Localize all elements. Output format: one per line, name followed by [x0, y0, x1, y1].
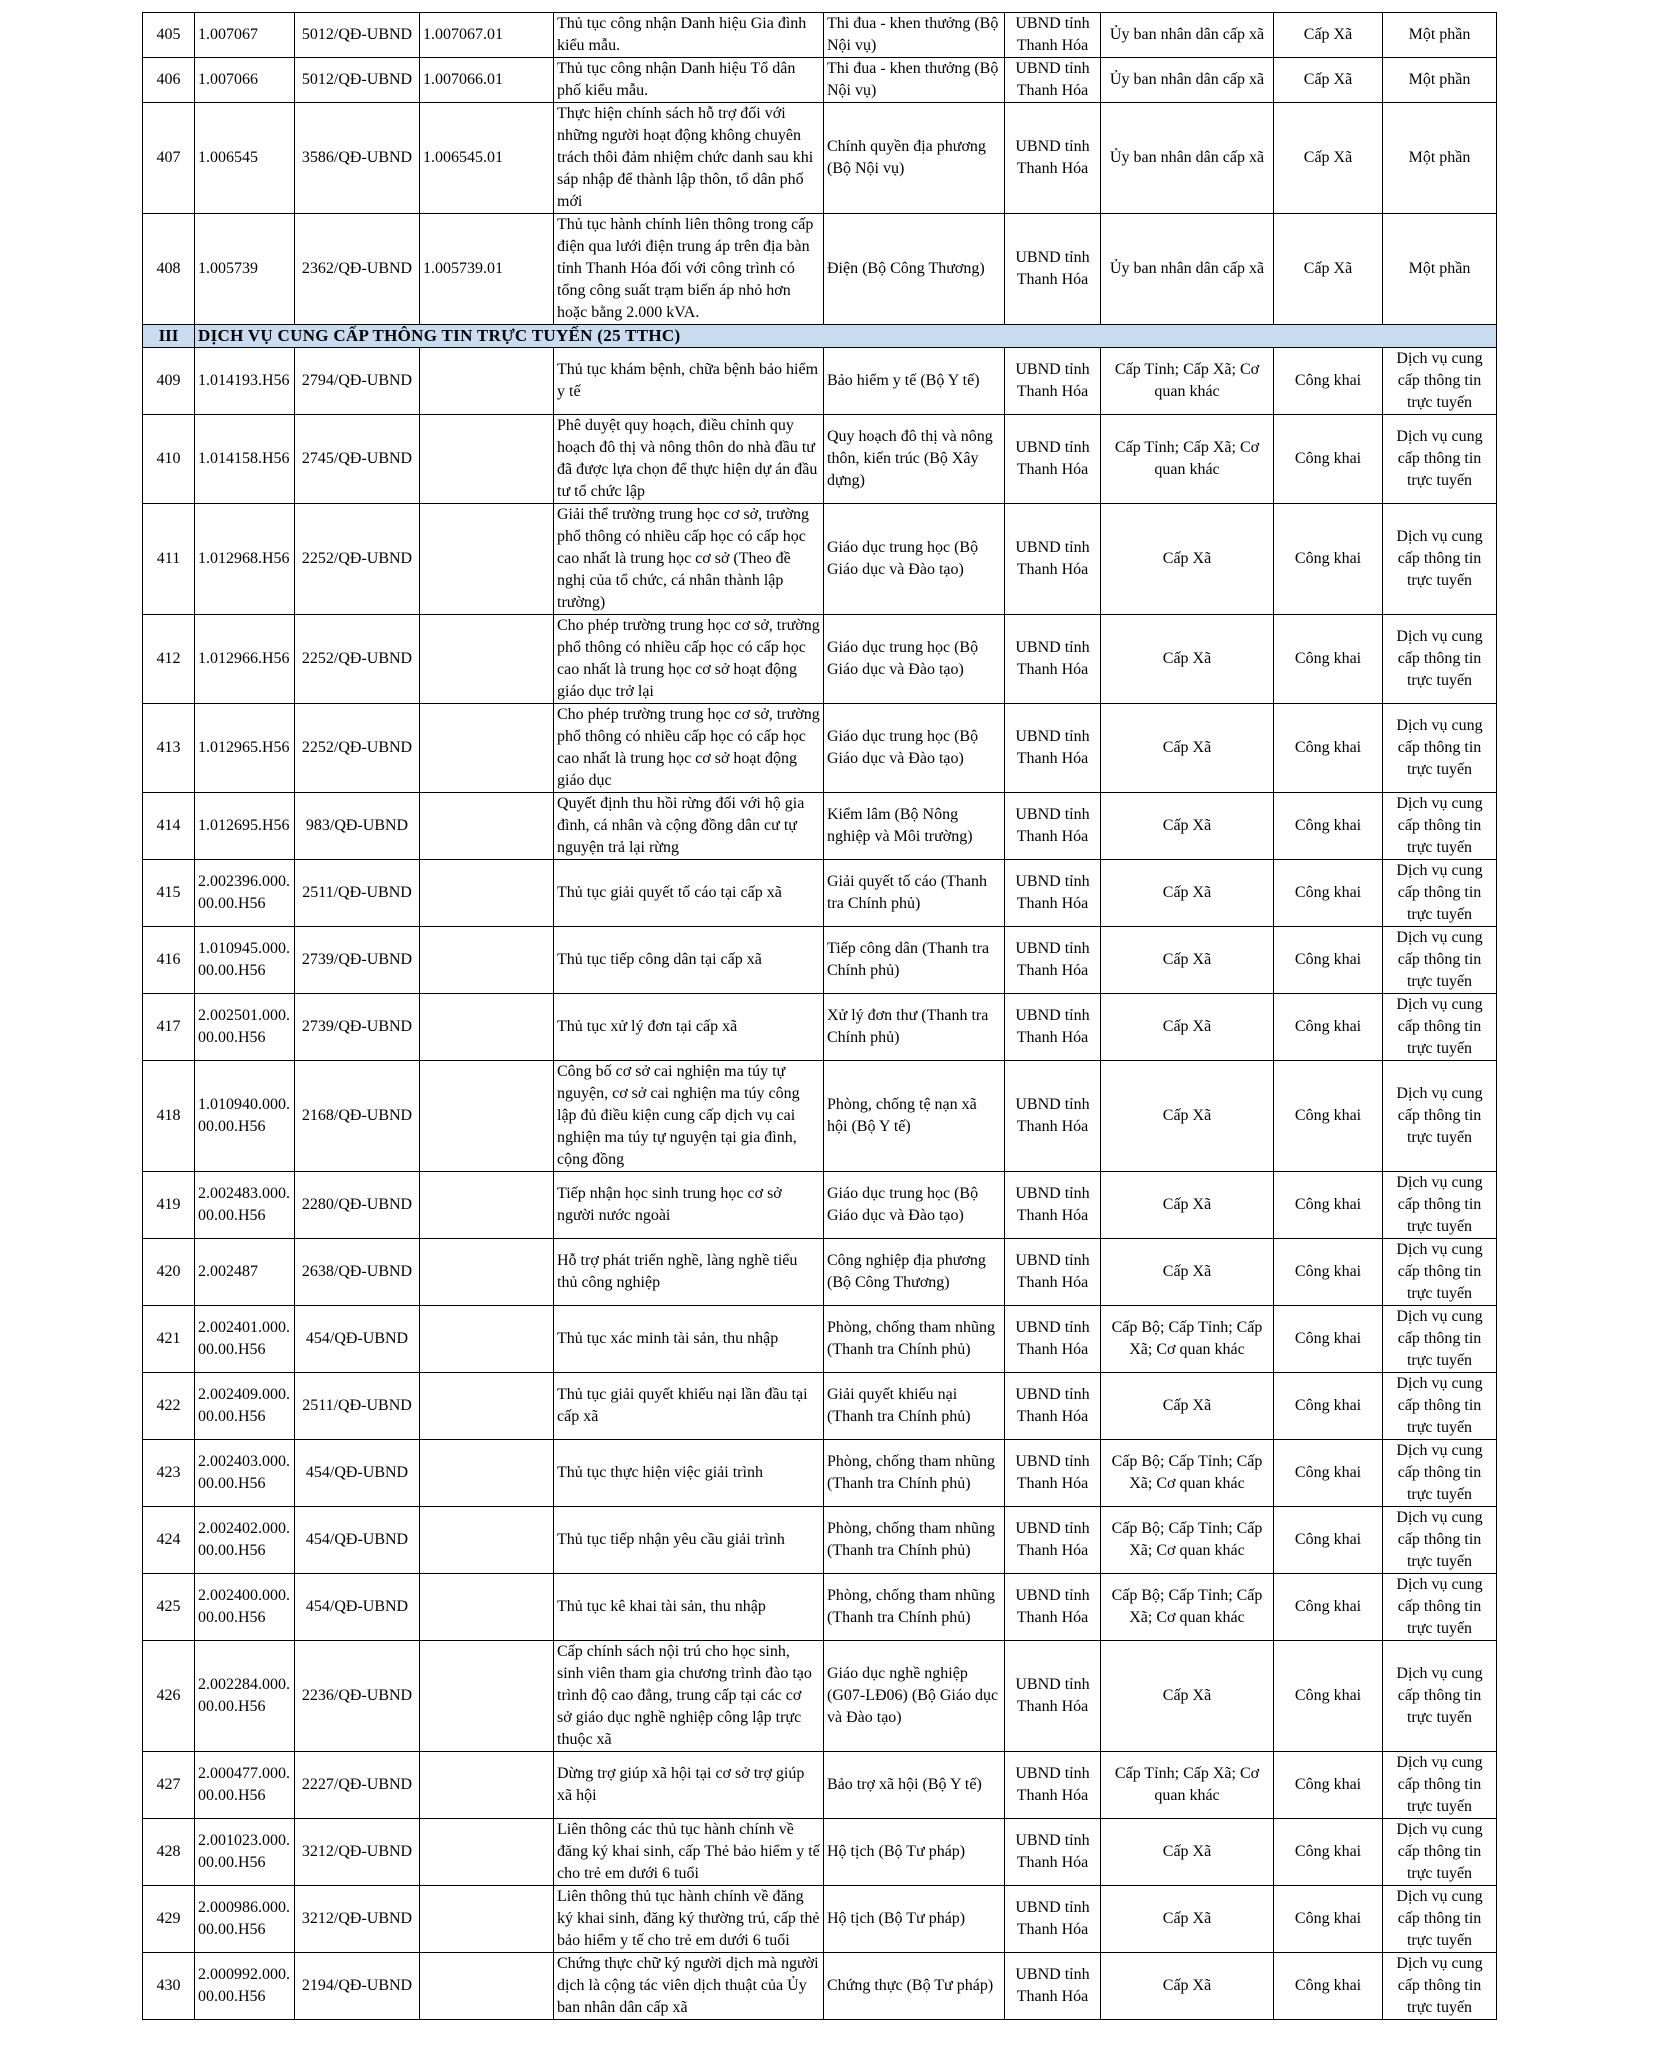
- cell-stt: 419: [143, 1172, 195, 1239]
- cell-procedure-name: Cấp chính sách nội trú cho học sinh, sinh viên tham gia chương trình đào tạo trình độ cao đẳng, trung cấp tại các cơ sở giáo dục nghề nghiệp công lập trực thuộc xã: [554, 1641, 824, 1752]
- section-header-row: [143, 325, 1497, 348]
- cell-internal-code: [420, 1953, 554, 2020]
- cell-level: Cấp Bộ; Cấp Tỉnh; Cấp Xã; Cơ quan khác: [1101, 1507, 1274, 1574]
- cell-service-level: Dịch vụ cung cấp thông tin trực tuyến: [1383, 1752, 1497, 1819]
- cell-implementation: Công khai: [1274, 1061, 1383, 1172]
- cell-field: Giáo dục trung học (Bộ Giáo dục và Đào tạo): [824, 615, 1005, 704]
- cell-internal-code: [420, 1819, 554, 1886]
- cell-implementation: Công khai: [1274, 504, 1383, 615]
- cell-service-level: Dịch vụ cung cấp thông tin trực tuyến: [1383, 504, 1497, 615]
- cell-internal-code: [420, 927, 554, 994]
- cell-authority: UBND tỉnh Thanh Hóa: [1005, 1752, 1101, 1819]
- cell-stt: 417: [143, 994, 195, 1061]
- cell-decision-number: 3212/QĐ-UBND: [295, 1886, 420, 1953]
- cell-authority: UBND tỉnh Thanh Hóa: [1005, 994, 1101, 1061]
- cell-field: Chính quyền địa phương (Bộ Nội vụ): [824, 103, 1005, 214]
- cell-procedure-code: 2.002396.000.00.00.H56: [195, 860, 295, 927]
- cell-decision-number: 2236/QĐ-UBND: [295, 1641, 420, 1752]
- cell-procedure-name: Thủ tục khám bệnh, chữa bệnh bảo hiểm y tế: [554, 348, 824, 415]
- cell-service-level: Một phần: [1383, 214, 1497, 325]
- cell-authority: UBND tỉnh Thanh Hóa: [1005, 504, 1101, 615]
- cell-authority: UBND tỉnh Thanh Hóa: [1005, 1373, 1101, 1440]
- cell-authority: UBND tỉnh Thanh Hóa: [1005, 13, 1101, 58]
- cell-stt: 422: [143, 1373, 195, 1440]
- cell-procedure-code: 2.002483.000.00.00.H56: [195, 1172, 295, 1239]
- cell-implementation: Công khai: [1274, 1239, 1383, 1306]
- cell-internal-code: 1.007066.01: [420, 58, 554, 103]
- cell-procedure-name: Thủ tục tiếp công dân tại cấp xã: [554, 927, 824, 994]
- cell-decision-number: 2362/QĐ-UBND: [295, 214, 420, 325]
- cell-field: Phòng, chống tệ nạn xã hội (Bộ Y tế): [824, 1061, 1005, 1172]
- cell-implementation: Công khai: [1274, 704, 1383, 793]
- cell-implementation: Công khai: [1274, 1440, 1383, 1507]
- cell-stt: 418: [143, 1061, 195, 1172]
- cell-procedure-name: Thủ tục công nhận Danh hiệu Gia đình kiểu mẫu.: [554, 13, 824, 58]
- cell-authority: UBND tỉnh Thanh Hóa: [1005, 927, 1101, 994]
- cell-stt: 411: [143, 504, 195, 615]
- cell-procedure-code: 2.002409.000.00.00.H56: [195, 1373, 295, 1440]
- cell-decision-number: 3586/QĐ-UBND: [295, 103, 420, 214]
- cell-level: Cấp Xã: [1101, 1953, 1274, 2020]
- table-row: [143, 927, 1497, 994]
- cell-field: Giáo dục trung học (Bộ Giáo dục và Đào tạo): [824, 704, 1005, 793]
- cell-authority: UBND tỉnh Thanh Hóa: [1005, 348, 1101, 415]
- cell-implementation: Công khai: [1274, 1641, 1383, 1752]
- cell-field: Thi đua - khen thưởng (Bộ Nội vụ): [824, 13, 1005, 58]
- cell-procedure-code: 1.010940.000.00.00.H56: [195, 1061, 295, 1172]
- cell-decision-number: 454/QĐ-UBND: [295, 1306, 420, 1373]
- cell-internal-code: [420, 1373, 554, 1440]
- cell-procedure-code: 1.006545: [195, 103, 295, 214]
- cell-stt: 426: [143, 1641, 195, 1752]
- cell-authority: UBND tỉnh Thanh Hóa: [1005, 1953, 1101, 2020]
- cell-procedure-code: 2.002284.000.00.00.H56: [195, 1641, 295, 1752]
- cell-stt: 414: [143, 793, 195, 860]
- cell-implementation: Cấp Xã: [1274, 13, 1383, 58]
- cell-level: Cấp Xã: [1101, 927, 1274, 994]
- cell-level: Cấp Xã: [1101, 793, 1274, 860]
- cell-procedure-name: Thủ tục giải quyết tố cáo tại cấp xã: [554, 860, 824, 927]
- cell-service-level: Dịch vụ cung cấp thông tin trực tuyến: [1383, 1373, 1497, 1440]
- cell-stt: 421: [143, 1306, 195, 1373]
- cell-procedure-name: Thủ tục tiếp nhận yêu cầu giải trình: [554, 1507, 824, 1574]
- table-row: [143, 1440, 1497, 1507]
- cell-procedure-name: Quyết định thu hồi rừng đối với hộ gia đình, cá nhân và cộng đồng dân cư tự nguyện trả lại rừng: [554, 793, 824, 860]
- table-row: [143, 1574, 1497, 1641]
- cell-field: Công nghiệp địa phương (Bộ Công Thương): [824, 1239, 1005, 1306]
- cell-authority: UBND tỉnh Thanh Hóa: [1005, 704, 1101, 793]
- table-row: [143, 13, 1497, 58]
- table-row: [143, 1239, 1497, 1306]
- cell-internal-code: [420, 1306, 554, 1373]
- cell-implementation: Công khai: [1274, 1507, 1383, 1574]
- cell-procedure-name: Hỗ trợ phát triển nghề, làng nghề tiểu thủ công nghiệp: [554, 1239, 824, 1306]
- cell-level: Cấp Xã: [1101, 1061, 1274, 1172]
- cell-level: Cấp Bộ; Cấp Tỉnh; Cấp Xã; Cơ quan khác: [1101, 1574, 1274, 1641]
- cell-authority: UBND tỉnh Thanh Hóa: [1005, 1061, 1101, 1172]
- cell-decision-number: 2511/QĐ-UBND: [295, 860, 420, 927]
- cell-service-level: Dịch vụ cung cấp thông tin trực tuyến: [1383, 1953, 1497, 2020]
- cell-internal-code: [420, 504, 554, 615]
- cell-service-level: Dịch vụ cung cấp thông tin trực tuyến: [1383, 1641, 1497, 1752]
- table-row: [143, 214, 1497, 325]
- cell-field: Điện (Bộ Công Thương): [824, 214, 1005, 325]
- cell-procedure-code: 1.012966.H56: [195, 615, 295, 704]
- table-row: [143, 1953, 1497, 2020]
- cell-internal-code: [420, 615, 554, 704]
- cell-implementation: Công khai: [1274, 1886, 1383, 1953]
- cell-field: Giải quyết khiếu nại (Thanh tra Chính phủ): [824, 1373, 1005, 1440]
- cell-field: Phòng, chống tham nhũng (Thanh tra Chính phủ): [824, 1574, 1005, 1641]
- cell-stt: 415: [143, 860, 195, 927]
- cell-level: Cấp Bộ; Cấp Tỉnh; Cấp Xã; Cơ quan khác: [1101, 1440, 1274, 1507]
- cell-procedure-name: Tiếp nhận học sinh trung học cơ sở người nước ngoài: [554, 1172, 824, 1239]
- cell-procedure-name: Cho phép trường trung học cơ sở, trường phổ thông có nhiều cấp học có cấp học cao nhất là trung học cơ sở hoạt động giáo dục: [554, 704, 824, 793]
- cell-field: Phòng, chống tham nhũng (Thanh tra Chính phủ): [824, 1306, 1005, 1373]
- cell-service-level: Dịch vụ cung cấp thông tin trực tuyến: [1383, 994, 1497, 1061]
- cell-stt: 413: [143, 704, 195, 793]
- table-row: [143, 1641, 1497, 1752]
- cell-authority: UBND tỉnh Thanh Hóa: [1005, 1574, 1101, 1641]
- cell-implementation: Công khai: [1274, 615, 1383, 704]
- cell-service-level: Một phần: [1383, 58, 1497, 103]
- cell-decision-number: 2739/QĐ-UBND: [295, 927, 420, 994]
- cell-internal-code: 1.006545.01: [420, 103, 554, 214]
- table-row: [143, 103, 1497, 214]
- cell-stt: 412: [143, 615, 195, 704]
- cell-field: Hộ tịch (Bộ Tư pháp): [824, 1819, 1005, 1886]
- cell-service-level: Dịch vụ cung cấp thông tin trực tuyến: [1383, 1306, 1497, 1373]
- cell-procedure-name: Thủ tục xử lý đơn tại cấp xã: [554, 994, 824, 1061]
- cell-field: Giải quyết tố cáo (Thanh tra Chính phủ): [824, 860, 1005, 927]
- table-row: [143, 58, 1497, 103]
- cell-procedure-code: 2.002401.000.00.00.H56: [195, 1306, 295, 1373]
- cell-service-level: Một phần: [1383, 103, 1497, 214]
- cell-service-level: Dịch vụ cung cấp thông tin trực tuyến: [1383, 1440, 1497, 1507]
- cell-level: Cấp Tỉnh; Cấp Xã; Cơ quan khác: [1101, 348, 1274, 415]
- cell-stt: 423: [143, 1440, 195, 1507]
- cell-service-level: Dịch vụ cung cấp thông tin trực tuyến: [1383, 1819, 1497, 1886]
- table-row: [143, 704, 1497, 793]
- cell-field: Quy hoạch đô thị và nông thôn, kiến trúc (Bộ Xây dựng): [824, 415, 1005, 504]
- cell-field: Bảo hiểm y tế (Bộ Y tế): [824, 348, 1005, 415]
- cell-procedure-code: 2.000477.000.00.00.H56: [195, 1752, 295, 1819]
- cell-decision-number: 454/QĐ-UBND: [295, 1440, 420, 1507]
- cell-stt: 420: [143, 1239, 195, 1306]
- cell-procedure-code: 2.002403.000.00.00.H56: [195, 1440, 295, 1507]
- cell-level: Cấp Tỉnh; Cấp Xã; Cơ quan khác: [1101, 1752, 1274, 1819]
- table-row: [143, 504, 1497, 615]
- cell-internal-code: [420, 704, 554, 793]
- cell-procedure-code: 1.014193.H56: [195, 348, 295, 415]
- cell-procedure-code: 2.002501.000.00.00.H56: [195, 994, 295, 1061]
- cell-procedure-name: Phê duyệt quy hoạch, điều chỉnh quy hoạch đô thị và nông thôn do nhà đầu tư đã được lựa chọn để thực hiện dự án đầu tư tổ chức lập: [554, 415, 824, 504]
- cell-decision-number: 5012/QĐ-UBND: [295, 58, 420, 103]
- cell-procedure-code: 1.014158.H56: [195, 415, 295, 504]
- procedures-table: [142, 12, 1497, 2020]
- cell-field: Giáo dục trung học (Bộ Giáo dục và Đào tạo): [824, 1172, 1005, 1239]
- cell-stt: 410: [143, 415, 195, 504]
- cell-level: Ủy ban nhân dân cấp xã: [1101, 103, 1274, 214]
- cell-procedure-name: Thủ tục thực hiện việc giải trình: [554, 1440, 824, 1507]
- cell-implementation: Công khai: [1274, 1574, 1383, 1641]
- cell-stt: 429: [143, 1886, 195, 1953]
- table-row: [143, 860, 1497, 927]
- cell-level: Cấp Xã: [1101, 504, 1274, 615]
- cell-procedure-code: 1.005739: [195, 214, 295, 325]
- cell-procedure-code: 1.010945.000.00.00.H56: [195, 927, 295, 994]
- cell-procedure-code: 1.012968.H56: [195, 504, 295, 615]
- cell-procedure-name: Liên thông thủ tục hành chính về đăng ký khai sinh, đăng ký thường trú, cấp thẻ bảo hiểm y tế cho trẻ em dưới 6 tuổi: [554, 1886, 824, 1953]
- cell-authority: UBND tỉnh Thanh Hóa: [1005, 793, 1101, 860]
- cell-authority: UBND tỉnh Thanh Hóa: [1005, 1641, 1101, 1752]
- cell-stt: 430: [143, 1953, 195, 2020]
- cell-stt: 428: [143, 1819, 195, 1886]
- cell-procedure-code: 2.002402.000.00.00.H56: [195, 1507, 295, 1574]
- cell-decision-number: 454/QĐ-UBND: [295, 1507, 420, 1574]
- cell-field: Giáo dục trung học (Bộ Giáo dục và Đào tạo): [824, 504, 1005, 615]
- cell-internal-code: [420, 1507, 554, 1574]
- cell-level: Cấp Tỉnh; Cấp Xã; Cơ quan khác: [1101, 415, 1274, 504]
- cell-authority: UBND tỉnh Thanh Hóa: [1005, 615, 1101, 704]
- cell-internal-code: [420, 1172, 554, 1239]
- cell-level: Cấp Xã: [1101, 704, 1274, 793]
- table-row: [143, 1172, 1497, 1239]
- cell-procedure-name: Liên thông các thủ tục hành chính về đăng ký khai sinh, cấp Thẻ bảo hiểm y tế cho trẻ em dưới 6 tuổi: [554, 1819, 824, 1886]
- cell-procedure-code: 1.012695.H56: [195, 793, 295, 860]
- cell-implementation: Công khai: [1274, 415, 1383, 504]
- table-row: [143, 1373, 1497, 1440]
- cell-stt: 408: [143, 214, 195, 325]
- cell-level: Ủy ban nhân dân cấp xã: [1101, 13, 1274, 58]
- cell-field: Giáo dục nghề nghiệp (G07-LĐ06) (Bộ Giáo dục và Đào tạo): [824, 1641, 1005, 1752]
- cell-decision-number: 2252/QĐ-UBND: [295, 504, 420, 615]
- cell-internal-code: 1.005739.01: [420, 214, 554, 325]
- cell-service-level: Dịch vụ cung cấp thông tin trực tuyến: [1383, 348, 1497, 415]
- cell-service-level: Dịch vụ cung cấp thông tin trực tuyến: [1383, 704, 1497, 793]
- cell-service-level: Dịch vụ cung cấp thông tin trực tuyến: [1383, 1172, 1497, 1239]
- cell-field: Phòng, chống tham nhũng (Thanh tra Chính phủ): [824, 1507, 1005, 1574]
- cell-implementation: Công khai: [1274, 348, 1383, 415]
- table-row: [143, 994, 1497, 1061]
- table-row: [143, 1886, 1497, 1953]
- cell-service-level: Dịch vụ cung cấp thông tin trực tuyến: [1383, 1239, 1497, 1306]
- cell-level: Cấp Xã: [1101, 1373, 1274, 1440]
- cell-authority: UBND tỉnh Thanh Hóa: [1005, 103, 1101, 214]
- cell-level: Cấp Xã: [1101, 1641, 1274, 1752]
- table-row: [143, 793, 1497, 860]
- cell-internal-code: [420, 1886, 554, 1953]
- cell-procedure-code: 1.007067: [195, 13, 295, 58]
- cell-implementation: Công khai: [1274, 1172, 1383, 1239]
- section-title: DỊCH VỤ CUNG CẤP THÔNG TIN TRỰC TUYẾN (25 TTHC): [195, 325, 1497, 348]
- cell-authority: UBND tỉnh Thanh Hóa: [1005, 58, 1101, 103]
- cell-level: Cấp Xã: [1101, 994, 1274, 1061]
- cell-implementation: Công khai: [1274, 1373, 1383, 1440]
- cell-field: Thi đua - khen thưởng (Bộ Nội vụ): [824, 58, 1005, 103]
- cell-internal-code: [420, 1061, 554, 1172]
- cell-field: Bảo trợ xã hội (Bộ Y tế): [824, 1752, 1005, 1819]
- cell-decision-number: 2252/QĐ-UBND: [295, 615, 420, 704]
- cell-procedure-name: Giải thể trường trung học cơ sở, trường phổ thông có nhiều cấp học có cấp học cao nhất là trung học cơ sở (Theo đề nghị của tổ chức, cá nhân thành lập trường): [554, 504, 824, 615]
- cell-implementation: Công khai: [1274, 1953, 1383, 2020]
- cell-decision-number: 2511/QĐ-UBND: [295, 1373, 420, 1440]
- cell-implementation: Công khai: [1274, 793, 1383, 860]
- cell-level: Cấp Bộ; Cấp Tỉnh; Cấp Xã; Cơ quan khác: [1101, 1306, 1274, 1373]
- cell-internal-code: 1.007067.01: [420, 13, 554, 58]
- cell-authority: UBND tỉnh Thanh Hóa: [1005, 1440, 1101, 1507]
- cell-procedure-code: 1.012965.H56: [195, 704, 295, 793]
- cell-procedure-code: 2.000986.000.00.00.H56: [195, 1886, 295, 1953]
- cell-service-level: Dịch vụ cung cấp thông tin trực tuyến: [1383, 1574, 1497, 1641]
- cell-service-level: Một phần: [1383, 13, 1497, 58]
- cell-internal-code: [420, 793, 554, 860]
- cell-internal-code: [420, 1440, 554, 1507]
- cell-decision-number: 2280/QĐ-UBND: [295, 1172, 420, 1239]
- cell-stt: 424: [143, 1507, 195, 1574]
- cell-authority: UBND tỉnh Thanh Hóa: [1005, 860, 1101, 927]
- cell-field: Xử lý đơn thư (Thanh tra Chính phủ): [824, 994, 1005, 1061]
- cell-field: Kiểm lâm (Bộ Nông nghiệp và Môi trường): [824, 793, 1005, 860]
- cell-implementation: Cấp Xã: [1274, 214, 1383, 325]
- cell-procedure-name: Cho phép trường trung học cơ sở, trường phổ thông có nhiều cấp học có cấp học cao nhất là trung học cơ sở hoạt động giáo dục trở lại: [554, 615, 824, 704]
- cell-level: Cấp Xã: [1101, 1819, 1274, 1886]
- cell-internal-code: [420, 1641, 554, 1752]
- cell-procedure-name: Chứng thực chữ ký người dịch mà người dịch là cộng tác viên dịch thuật của Ủy ban nhân dân cấp xã: [554, 1953, 824, 2020]
- cell-decision-number: 2638/QĐ-UBND: [295, 1239, 420, 1306]
- table-body-section-iii: [143, 348, 1497, 2020]
- cell-service-level: Dịch vụ cung cấp thông tin trực tuyến: [1383, 615, 1497, 704]
- cell-implementation: Công khai: [1274, 927, 1383, 994]
- cell-procedure-code: 2.001023.000.00.00.H56: [195, 1819, 295, 1886]
- cell-procedure-name: Dừng trợ giúp xã hội tại cơ sở trợ giúp xã hội: [554, 1752, 824, 1819]
- cell-service-level: Dịch vụ cung cấp thông tin trực tuyến: [1383, 415, 1497, 504]
- cell-decision-number: 2194/QĐ-UBND: [295, 1953, 420, 2020]
- table-row: [143, 615, 1497, 704]
- cell-authority: UBND tỉnh Thanh Hóa: [1005, 1306, 1101, 1373]
- cell-internal-code: [420, 1239, 554, 1306]
- cell-authority: UBND tỉnh Thanh Hóa: [1005, 1172, 1101, 1239]
- table-row: [143, 415, 1497, 504]
- cell-stt: 427: [143, 1752, 195, 1819]
- cell-procedure-code: 2.002400.000.00.00.H56: [195, 1574, 295, 1641]
- cell-stt: 425: [143, 1574, 195, 1641]
- cell-stt: 416: [143, 927, 195, 994]
- cell-decision-number: 2739/QĐ-UBND: [295, 994, 420, 1061]
- section-roman: III: [143, 325, 195, 348]
- cell-authority: UBND tỉnh Thanh Hóa: [1005, 1886, 1101, 1953]
- cell-internal-code: [420, 860, 554, 927]
- cell-implementation: Công khai: [1274, 1306, 1383, 1373]
- cell-service-level: Dịch vụ cung cấp thông tin trực tuyến: [1383, 927, 1497, 994]
- cell-internal-code: [420, 1752, 554, 1819]
- table-row: [143, 1752, 1497, 1819]
- cell-service-level: Dịch vụ cung cấp thông tin trực tuyến: [1383, 1061, 1497, 1172]
- cell-level: Cấp Xã: [1101, 860, 1274, 927]
- cell-implementation: Cấp Xã: [1274, 58, 1383, 103]
- cell-procedure-code: 1.007066: [195, 58, 295, 103]
- cell-decision-number: 2252/QĐ-UBND: [295, 704, 420, 793]
- cell-service-level: Dịch vụ cung cấp thông tin trực tuyến: [1383, 1507, 1497, 1574]
- cell-decision-number: 2745/QĐ-UBND: [295, 415, 420, 504]
- cell-level: Cấp Xã: [1101, 1886, 1274, 1953]
- cell-internal-code: [420, 1574, 554, 1641]
- cell-decision-number: 2168/QĐ-UBND: [295, 1061, 420, 1172]
- cell-decision-number: 3212/QĐ-UBND: [295, 1819, 420, 1886]
- cell-decision-number: 454/QĐ-UBND: [295, 1574, 420, 1641]
- cell-implementation: Công khai: [1274, 1819, 1383, 1886]
- table-row: [143, 1507, 1497, 1574]
- table-row: [143, 1819, 1497, 1886]
- cell-implementation: Công khai: [1274, 860, 1383, 927]
- cell-level: Ủy ban nhân dân cấp xã: [1101, 214, 1274, 325]
- cell-procedure-name: Thực hiện chính sách hỗ trợ đối với những người hoạt động không chuyên trách thôi đảm nhiệm chức danh sau khi sáp nhập để thành lập thôn, tổ dân phố mới: [554, 103, 824, 214]
- table-body-section-ii: [143, 13, 1497, 325]
- table-row: [143, 1306, 1497, 1373]
- cell-procedure-name: Thủ tục công nhận Danh hiệu Tổ dân phố kiểu mẫu.: [554, 58, 824, 103]
- cell-stt: 406: [143, 58, 195, 103]
- cell-procedure-name: Thủ tục xác minh tài sản, thu nhập: [554, 1306, 824, 1373]
- cell-service-level: Dịch vụ cung cấp thông tin trực tuyến: [1383, 1886, 1497, 1953]
- cell-field: Hộ tịch (Bộ Tư pháp): [824, 1886, 1005, 1953]
- cell-stt: 409: [143, 348, 195, 415]
- cell-procedure-name: Công bố cơ sở cai nghiện ma túy tự nguyện, cơ sở cai nghiện ma túy công lập đủ điều kiện cung cấp dịch vụ cai nghiện ma túy tự nguyện tại gia đình, cộng đồng: [554, 1061, 824, 1172]
- cell-service-level: Dịch vụ cung cấp thông tin trực tuyến: [1383, 793, 1497, 860]
- cell-field: Tiếp công dân (Thanh tra Chính phủ): [824, 927, 1005, 994]
- cell-internal-code: [420, 348, 554, 415]
- cell-implementation: Công khai: [1274, 994, 1383, 1061]
- cell-authority: UBND tỉnh Thanh Hóa: [1005, 214, 1101, 325]
- cell-authority: UBND tỉnh Thanh Hóa: [1005, 1239, 1101, 1306]
- table-row: [143, 1061, 1497, 1172]
- cell-implementation: Công khai: [1274, 1752, 1383, 1819]
- cell-authority: UBND tỉnh Thanh Hóa: [1005, 1819, 1101, 1886]
- table-row: [143, 348, 1497, 415]
- cell-decision-number: 2227/QĐ-UBND: [295, 1752, 420, 1819]
- cell-stt: 407: [143, 103, 195, 214]
- cell-authority: UBND tỉnh Thanh Hóa: [1005, 415, 1101, 504]
- cell-level: Cấp Xã: [1101, 615, 1274, 704]
- cell-level: Cấp Xã: [1101, 1172, 1274, 1239]
- cell-authority: UBND tỉnh Thanh Hóa: [1005, 1507, 1101, 1574]
- cell-internal-code: [420, 994, 554, 1061]
- cell-implementation: Cấp Xã: [1274, 103, 1383, 214]
- cell-field: Chứng thực (Bộ Tư pháp): [824, 1953, 1005, 2020]
- table-body-section-header: [143, 325, 1497, 348]
- cell-decision-number: 5012/QĐ-UBND: [295, 13, 420, 58]
- cell-internal-code: [420, 415, 554, 504]
- cell-decision-number: 983/QĐ-UBND: [295, 793, 420, 860]
- cell-level: Ủy ban nhân dân cấp xã: [1101, 58, 1274, 103]
- cell-procedure-name: Thủ tục giải quyết khiếu nại lần đầu tại cấp xã: [554, 1373, 824, 1440]
- cell-procedure-code: 2.000992.000.00.00.H56: [195, 1953, 295, 2020]
- cell-field: Phòng, chống tham nhũng (Thanh tra Chính phủ): [824, 1440, 1005, 1507]
- cell-service-level: Dịch vụ cung cấp thông tin trực tuyến: [1383, 860, 1497, 927]
- cell-decision-number: 2794/QĐ-UBND: [295, 348, 420, 415]
- cell-procedure-name: Thủ tục hành chính liên thông trong cấp điện qua lưới điện trung áp trên địa bàn tỉnh Thanh Hóa đối với công trình có tổng công suất trạm biến áp nhỏ hơn hoặc bằng 2.000 kVA.: [554, 214, 824, 325]
- cell-procedure-code: 2.002487: [195, 1239, 295, 1306]
- cell-procedure-name: Thủ tục kê khai tài sản, thu nhập: [554, 1574, 824, 1641]
- cell-level: Cấp Xã: [1101, 1239, 1274, 1306]
- cell-stt: 405: [143, 13, 195, 58]
